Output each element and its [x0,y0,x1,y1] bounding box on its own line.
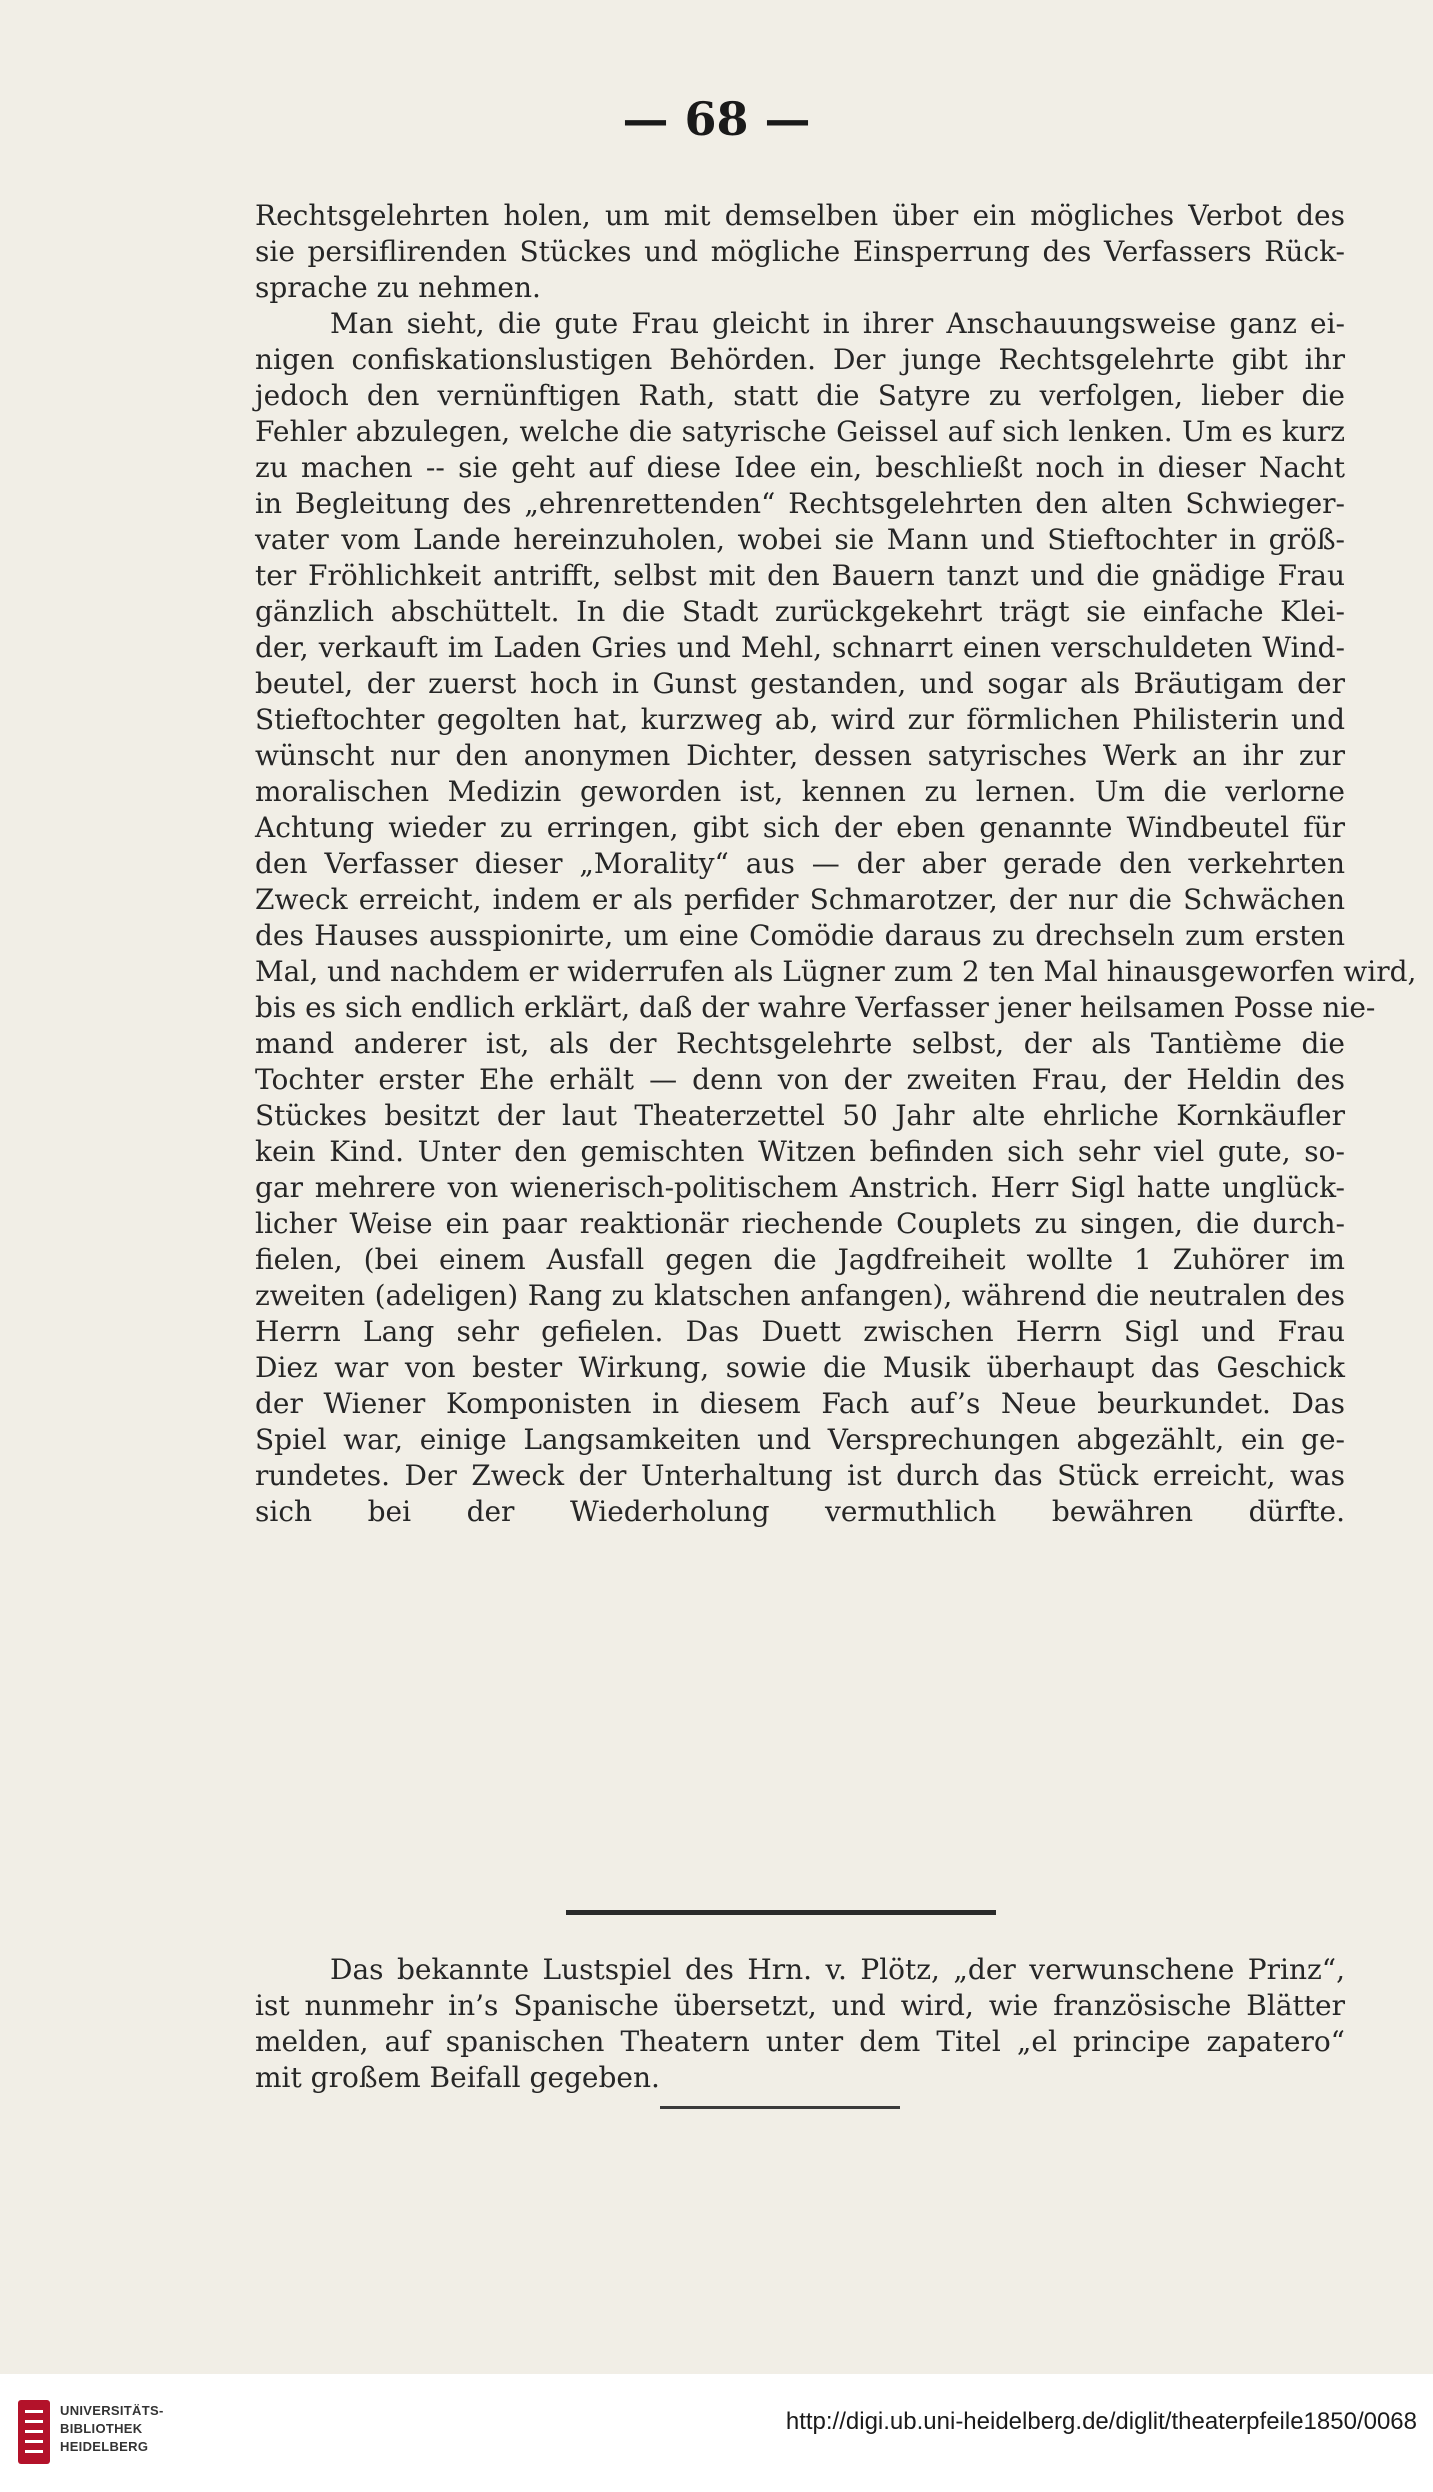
source-url-link[interactable]: http://digi.ub.uni-heidelberg.de/diglit/theaterpfeile1850/0068 [785,2408,1417,2435]
library-name-line: UNIVERSITÄTS- [60,2403,164,2418]
university-seal-icon [14,2396,54,2468]
text-line [255,1782,1345,1818]
text-line: melden, auf spanischen Theatern unter dem Titel „el principe zapatero“ [255,2025,1345,2058]
text-line: sich bei der Wiederholung vermuthlich bewähren dürfte. [255,1495,1345,1528]
text-line: wünscht nur den anonymen Dichter, dessen satyrisches Werk an ihr zur [255,739,1345,772]
text-line: moralischen Medizin geworden ist, kennen zu lernen. Um die verlorne [255,775,1345,808]
text-line [255,1566,1345,1602]
text-line: vater vom Lande hereinzuholen, wobei sie Mann und Stieftochter in größ- [255,523,1345,556]
text-line: beutel, der zuerst hoch in Gunst gestanden, und sogar als Bräutigam der [255,667,1345,700]
text-line: zweiten (adeligen) Rang zu klatschen anfangen), während die neutralen des [255,1279,1345,1312]
text-line: der Wiener Komponisten in diesem Fach auf’s Neue beurkundet. Das [255,1387,1345,1420]
text-line: gar mehrere von wienerisch-politischem Anstrich. Herr Sigl hatte unglück- [255,1171,1345,1204]
text-line [255,1710,1345,1746]
text-line: Fehler abzulegen, welche die satyrische Geissel auf sich lenken. Um es kurz [255,415,1345,448]
text-line [255,1854,1345,1890]
text-line: zu machen -- sie geht auf diese Idee ein, beschließt noch in dieser Nacht [255,451,1345,484]
text-line: ter Fröhlichkeit antrifft, selbst mit den Bauern tanzt und die gnädige Frau [255,559,1345,592]
text-line: sie persiflirenden Stückes und mögliche Einsperrung des Verfassers Rück- [255,235,1345,268]
text-line [255,1746,1345,1782]
text-line: sprache zu nehmen. [255,271,541,304]
page-number: — 68 — [622,92,811,146]
text-line: licher Weise ein paar reaktionär riechende Couplets zu singen, die durch- [255,1207,1345,1240]
text-line: fielen, (bei einem Ausfall gegen die Jagdfreiheit wollte 1 Zuhörer im [255,1243,1345,1276]
text-line: Stieftochter gegolten hat, kurzweg ab, wird zur förmlichen Philisterin und [255,703,1345,736]
text-line: Zweck erreicht, indem er als perfider Schmarotzer, der nur die Schwächen [255,883,1345,916]
text-line: Tochter erster Ehe erhält — denn von der zweiten Frau, der Heldin des [255,1063,1345,1096]
text-line [255,1818,1345,1854]
library-name-line: HEIDELBERG [60,2439,149,2454]
end-rule [660,2106,900,2109]
text-line: Rechtsgelehrten holen, um mit demselben über ein mögliches Verbot des [255,199,1345,232]
text-line: mit großem Beifall gegeben. [255,2061,660,2094]
text-line: jedoch den vernünftigen Rath, statt die Satyre zu verfolgen, lieber die [255,379,1345,412]
text-line: gänzlich abschüttelt. In die Stadt zurückgekehrt trägt sie einfache Klei- [255,595,1345,628]
text-line: bis es sich endlich erklärt, daß der wahre Verfasser jener heilsamen Posse nie- [255,991,1376,1024]
text-line [255,1638,1345,1674]
text-line: Achtung wieder zu erringen, gibt sich der eben genannte Windbeutel für [255,811,1345,844]
text-line [255,1602,1345,1638]
text-line: Stückes besitzt der laut Theaterzettel 50 Jahr alte ehrliche Kornkäufler [255,1099,1345,1132]
text-line [255,1674,1345,1710]
text-line: Spiel war, einige Langsamkeiten und Versprechungen abgezählt, ein ge- [255,1423,1345,1456]
text-line: Diez war von bester Wirkung, sowie die Musik überhaupt das Geschick [255,1351,1345,1384]
text-line: kein Kind. Unter den gemischten Witzen befinden sich sehr viel gute, so- [255,1135,1345,1168]
text-line: den Verfasser dieser „Morality“ aus — der aber gerade den verkehrten [255,847,1345,880]
text-line: Herrn Lang sehr gefielen. Das Duett zwischen Herrn Sigl und Frau [255,1315,1345,1348]
section-divider [566,1910,996,1915]
text-line: ist nunmehr in’s Spanische übersetzt, und wird, wie französische Blätter [255,1989,1345,2022]
library-name-line: BIBLIOTHEK [60,2421,143,2436]
text-line: Mal, und nachdem er widerrufen als Lügner zum 2 ten Mal hinausgeworfen wird, [255,955,1417,988]
text-line: nigen confiskationslustigen Behörden. Der junge Rechtsgelehrte gibt ihr [255,343,1345,376]
text-line: der, verkauft im Laden Gries und Mehl, schnarrt einen verschuldeten Wind- [255,631,1345,664]
text-line: Das bekannte Lustspiel des Hrn. v. Plötz, „der verwunschene Prinz“, [330,1953,1345,1986]
text-line [255,1530,1345,1566]
text-line: Man sieht, die gute Frau gleicht in ihrer Anschauungsweise ganz ei- [330,307,1345,340]
text-line: rundetes. Der Zweck der Unterhaltung ist durch das Stück erreicht, was [255,1459,1345,1492]
text-line: in Begleitung des „ehrenrettenden“ Rechtsgelehrten den alten Schwieger- [255,487,1345,520]
text-line: des Hauses ausspionirte, um eine Comödie daraus zu drechseln zum ersten [255,919,1345,952]
text-line: mand anderer ist, als der Rechtsgelehrte selbst, der als Tantième die [255,1027,1345,1060]
